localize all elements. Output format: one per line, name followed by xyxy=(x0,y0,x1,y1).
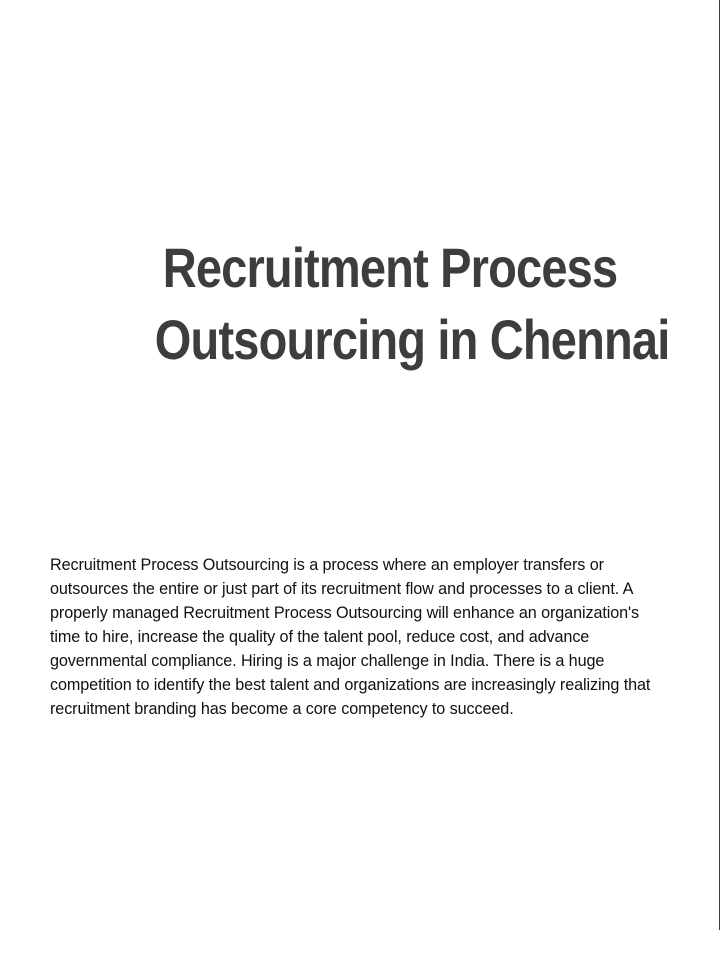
title-line-2: Outsourcing in Chennai xyxy=(154,308,670,371)
body-paragraph: Recruitment Process Outsourcing is a process where an employer transfers or outsources the entire or just part of its recruitment flow and processes to a client. A properly managed Recruitment Process Outsourcing will enhance an organization's time to hire, increase the quality of the talent pool, reduce cost, and advance governmental compliance. Hiring is a major challenge in India. There is a huge competition to identify the best talent and organizations are increasingly realizing that recruitment branding has become a core competency to succeed. xyxy=(50,556,651,718)
title-line-1: Recruitment Process xyxy=(162,236,618,299)
page-title xyxy=(154,232,670,376)
